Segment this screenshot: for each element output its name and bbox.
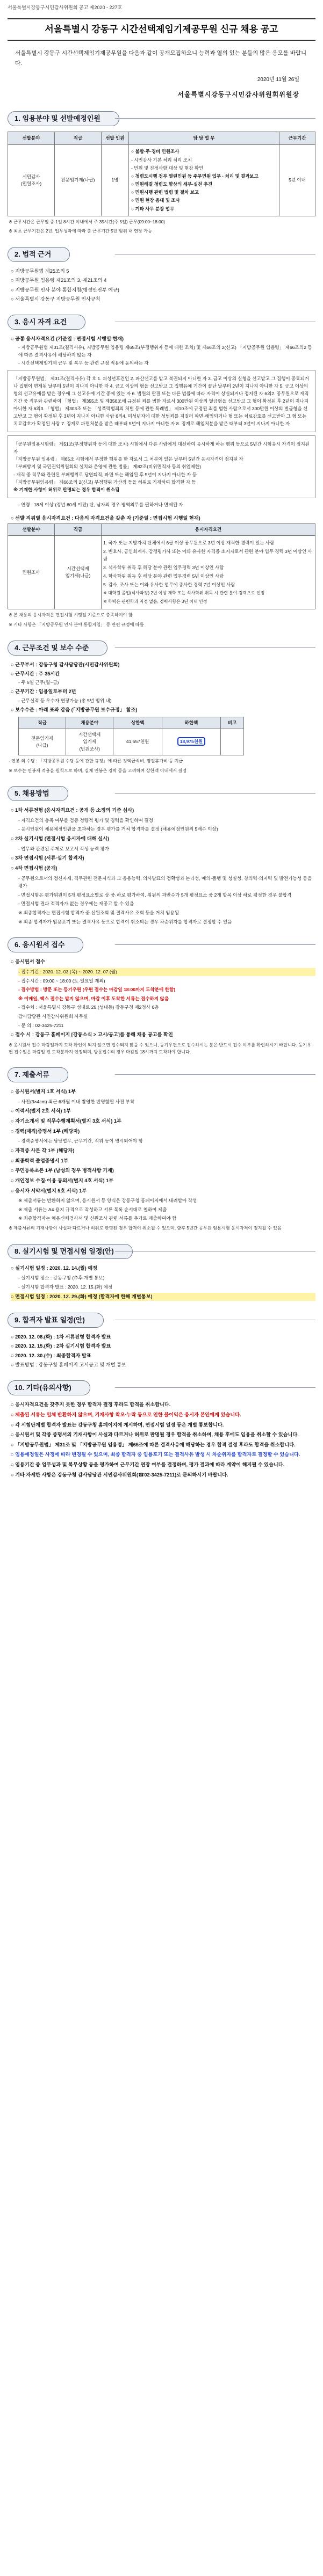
list-sub-item: - 자격요건의 충족 여부를 검증 정량적 평가 및 경력을 확인하여 결정 [18, 817, 153, 823]
list-item: ○ 2차 실기시험 (면접시험 응시자에 대해 실시) [11, 836, 109, 842]
requirements-table [8, 523, 315, 609]
recruit-field-table [8, 132, 315, 216]
condition-item: ○ 근무기간 : 임용일로부터 2년 [11, 689, 76, 695]
duty-item: - 시민감사 기본 처리 처리 조치 [131, 157, 192, 163]
section-1-heading [8, 111, 315, 126]
list-item: ○ 4차 면접시험 (공개) [11, 865, 58, 871]
list-sub-item: - 접수방법 : 방문 또는 등기우편 (우편 접수는 마감일 18:00까지 도착분에 한함) [18, 987, 176, 993]
section-title: 3. 응시 자격 요건 [8, 315, 85, 330]
list-sub-item: - 사진(3×4cm) 최근 6개월 이내 촬영한 반명함판 사진 부착 [18, 1098, 135, 1104]
list-sub-item: - 접수시간 : 09:00 ~ 18:00 (토·일요일 제외) [18, 978, 105, 984]
table-row [19, 729, 244, 755]
application-list [8, 958, 315, 1039]
table-header: 채용분야 [66, 717, 113, 729]
list-item: ○ 임용예정일은 사정에 따라 변경될 수 있으며, 최종 합격자 중 임용포기 또는 결격사유 발생 시 차순위자를 합격자로 결정할 수 있습니다. [11, 1452, 300, 1458]
list-sub-item: - 면접시험 결과 적격자가 없는 경우에는 재공고 할 수 있음 [18, 901, 134, 907]
section-title: 5. 채용방법 [8, 786, 68, 801]
duty-item: ○ 민원시행 관련 법령 및 절차 보고 [131, 190, 199, 195]
list-sub-item: 감사담당관 시민감사위원회 사무실 [18, 1013, 88, 1019]
section-title: 7. 제출서류 [8, 1067, 68, 1082]
note-text: - 연봉 외 수당 : 「지방공무원 수당 등에 관한 규정」에 따른 정액급식비, 명절휴가비 등 지급 [9, 758, 183, 763]
salary-upper-cell: 41,557천원 [113, 729, 162, 755]
duty-item: ○ 불합·주·경비 민원조사 [131, 149, 180, 155]
table-header: 직급 [55, 132, 102, 145]
grade-cell: 시간선택제 임기제(나급) [55, 536, 102, 609]
restriction-line: 「지방공무원임용령」 제66조의 2(신고) 부정행위 가산점 등을 허위로 기재하여 합격한 자 등 [13, 479, 196, 485]
grade-cell: 전문임기제(나급) [55, 145, 102, 216]
section-title: 6. 응시원서 접수 [8, 937, 83, 952]
list-sub-item: - 접수기간 : 2020. 12. 03.(목) ~ 2020. 12. 07.(월) [18, 968, 315, 976]
list-item: ○ 1차 서류전형 (응시자격요건 : 공개 등 소정의 기준 심사) [11, 807, 134, 813]
list-sub-item: ※ 최종합격자는 채용신체검사서 및 신원조사 관련 서류를 추가로 제출하여야 함 [18, 1216, 177, 1221]
req-table-title: ○ 선발 직위별 응시자격요건 : 다음의 자격요건을 갖춘 자 (기준일 : 면접시험 시행일 현재) [11, 515, 200, 521]
list-sub-item: - 경력증명서에는 담당업무, 근무기간, 직위 등이 명시되어야 함 [18, 1138, 143, 1144]
list-item: ○ 주민등록초본 1부 (남성의 경우 병적사항 기재) [11, 1168, 114, 1174]
table-header: 하한액 [162, 717, 220, 729]
section-5-heading [8, 786, 315, 801]
req-note: ※ 학력은 관련학과 지정 없음, 경력사항은 3년 이내 인정 [103, 599, 207, 604]
restriction-box [8, 435, 315, 498]
salary-lower-cell [162, 729, 220, 755]
list-item: ○ 응시자 서약서(별지 5호 서식) 1부 [11, 1188, 87, 1194]
list-item: ○ 임용기간 중 업무성과 및 복무상황 등을 평가하여 근무기간 연장 여부를 결정하며, 평가 결과에 따라 계약이 해지될 수 있습니다. [11, 1462, 285, 1468]
list-sub-item: - 응시인원이 채용예정인원을 초과하는 경우 평가를 거쳐 합격자를 결정 (채용예정인원의 5배수 이상) [18, 826, 218, 832]
req-item: 4. 학사학위 취득 후 해당 분야 관련 업무경력 5년 이상인 사람 [103, 573, 224, 579]
section-title: 8. 실기시험 및 면접시험 일정(안) [8, 1244, 133, 1259]
section-3-heading [8, 315, 315, 330]
condition-item: ○ 근무부서 : 강동구청 감사담당관(시민감사위원회) [11, 661, 120, 667]
list-sub-item: - 실기시험 합격자 발표 : 2020. 12. 15.(화) 예정 [18, 1284, 113, 1290]
common-req-item: - 시간선택제임기제 근무 및 복무 등 관련 규정 적용에 동의하는 자 [18, 360, 149, 366]
section-8-heading [8, 1244, 315, 1259]
common-req-item: - 지방공무원법 제31조(결격사유), 지방공무원 임용령 제65조(부정행위자 등에 대한 조치) 및 제66조의 2(신고) 「지방공무원 임용령」 제66조의2 등에 따른 결격사유에 해당하지 않는 자 [18, 345, 312, 358]
restriction-line: 「부패방지 및 국민권익위원회의 설치와 운영에 관한 법률」 제82조(비위면직자 등의 취업제한) [13, 464, 201, 470]
note-text: ※ 제출서류의 기재사항이 사실과 다르거나 허위로 판명된 경우 합격이 취소될 수 있으며, 향후 5년간 공무원 임용시험 응시자격이 정지될 수 있음 [9, 1226, 282, 1231]
legal-basis-item: ○ 지방공무원 임용령 제21조의 3, 제21조의 4 [11, 278, 107, 283]
list-sub-item: - 업무와 관련된 주제로 보고서 작성 능력 평가 [18, 846, 110, 852]
section-6-heading [8, 937, 315, 952]
list-sub-item: ※ 제출 서류는 A4 용지 규격으로 작성하고 서류 목록 순서대로 철하여 제출 [18, 1206, 167, 1212]
duty-item: ○ 청렴도시행 정부 열린민원 등 주무민원 업무 · 처리 및 결과보고 [131, 173, 259, 179]
table-header: 비고 [220, 717, 243, 729]
duty-item: ○ 기타 사무 분장 업무 [131, 206, 175, 212]
notice-organization: 서울특별시강동구시민감사위원회위원장 [177, 90, 299, 98]
notes-list [8, 1401, 315, 1479]
req-item: 2. 변호사, 공인회계사, 감정평가사 또는 이와 유사한 자격증 소지자로서 관련 분야 업무 경력 3년 이상인 사람 [103, 549, 312, 562]
section-title: 10. 기타(유의사항) [8, 1380, 90, 1395]
count-cell: 1명 [102, 145, 129, 216]
section-4-heading [8, 641, 315, 656]
section-title: 1. 임용분야 및 선발예정인원 [8, 111, 119, 126]
common-req-title: ○ 공통 응시자격요건 (기준일 : 면접시험 시행일 현재) [11, 336, 124, 342]
age-note: - 연령 : 18세 이상 (정년 60세 이전) 단, 남자의 경우 병역의무를 필하거나 면제된 자 [18, 501, 183, 507]
duty-item: ○ 민원 현장 응대 및 조사 [131, 198, 180, 203]
table-header: 응시자격요건 [102, 524, 315, 536]
list-item: ○ 제출된 서류는 일체 반환하지 않으며, 기재사항 착오·누락 등으로 인한 불이익은 응시자 본인에게 있습니다. [11, 1411, 241, 1417]
list-item: ○ 응시자격요건을 갖추지 못한 경우 합격자 결정 후라도 합격을 취소합니다. [11, 1402, 171, 1408]
documents-list [8, 1088, 315, 1222]
section-10-heading [8, 1380, 315, 1395]
field-cell: 민원조사 [8, 536, 55, 609]
note-text: ※ 보수는 연봉제 적용을 원칙으로 하며, 실제 연봉은 경력 등을 고려하여 상한액 이내에서 결정 [9, 768, 187, 773]
duty-item: ○ 민원해결 청렴도 향상의 세부·실천 추진 [131, 181, 213, 187]
list-sub-item: ※ 이메일, 팩스 접수는 받지 않으며, 마감 이후 도착한 서류는 접수하지 않음 [18, 995, 169, 1001]
legal-basis-item: ○ 지방공무원법 제25조의 5 [11, 268, 69, 274]
list-sub-item: - 공무원으로서의 정신자세, 직무관련 전문지식과 그 응용능력, 의사발표의 정확성과 논리성, 예의·품행 및 성실성, 창의력·의지력 및 발전가능성 등을 평가 [18, 875, 312, 889]
condition-item: ○ 보수수준 : 아래 표와 같음 (「지방공무원 보수규정」 참조) [11, 707, 138, 712]
disqualification-text: 「지방공무원법」 제31조(결격사유) 각 호 1. 피성년후견인 2. 파산선고를 받고 복권되지 아니한 자 3. 금고 이상의 실형을 선고받고 그 집행이 종료되거나 집행이 면제된 날부터 5년이 지나지 아니한 자 4. 금고 이상의 형을 선고받고 그 집행유예 기간이 끝난 날부터 2년이 지나지 아니한 자 5. 금고 이상의 형의 선고유예를 받은 경우에 그 선고유예 기간 중에 있는 자 6. 법원의 판결 또는 다른 법률에 따라 자격이 상실되거나 정지된 자 6의2. 공무원으로 재직기간 중 직무와 관련하여 「형법」 제355조 및 제356조에 규정된 죄를 범한 자로서 300만원 이상의 벌금형을 선고받고 그 형이 확정된 후 2년이 지나지 아니한 자 6의3. 「형법」 제303조 또는 「성폭력범죄의 처벌 등에 관한 특례법」 제10조에 규정된 죄를 범한 사람으로서 300만원 이상의 벌금형을 선고받고 그 형이 확정된 후 3년이 지나지 아니한 사람 6의4. 미성년자에 대한 성범죄를 저질러 파면·해임되거나 형 또는 치료감호를 선고받아 그 형 또는 치료감호가 확정된 사람 7. 징계로 파면처분을 받은 때부터 5년이 지나지 아니한 자 8. 징계로 해임처분을 받은 때부터 3년이 지나지 아니한 자 [13, 376, 309, 427]
list-item: ○ 접수 시 : 강동구 홈페이지 [강동소식 > 고시/공고]를 통해 채용 공고를 확인 [11, 1032, 173, 1038]
salary-cell: 전문임기제 (나급) [19, 729, 66, 755]
list-item: ○ 개인정보 수집·이용 동의서(별지 4호 서식) 1부 [11, 1177, 114, 1183]
legal-basis-item: ○ 지방공무원 인사 분야 통합지침(행정안전부 예규) [11, 287, 119, 293]
list-item: ○ 응시원서(별지 1호 서식) 1부 [11, 1089, 76, 1095]
list-item: ○ 실기시험 일정 : 2020. 12. 14.(월) 예정 [11, 1265, 98, 1271]
req-item: 1. 국가 또는 지방자치 단체에서 6급 이상 공무원으로 3년 이상 재직한 경력이 있는 사람 [103, 540, 275, 546]
restriction-line: 「지방공무원 임용령」 제65조 시험에서 부정한 행위를 한 자로서 그 처분이 있은 날부터 5년간 응시자격이 정지된 자 [13, 456, 243, 462]
table-header: 근무기간 [279, 132, 315, 145]
period-cell: 5년 이내 [279, 145, 315, 216]
condition-sub: - 주 5일 근무(월~금) [18, 680, 59, 685]
disqualification-box [8, 370, 315, 432]
note-text: ※ 본 채용의 응시자격은 면접시험 시행일 기준으로 충족하여야 함 [9, 613, 133, 618]
restriction-line: - 재직 중 직무와 관련된 부패행위로 당연퇴직, 파면 또는 해임된 후 5년이 지나지 아니한 자 등 [13, 471, 197, 477]
list-sub-item: ※ 제출서류는 반환하지 않으며, 응시원서 등 양식은 강동구청 홈페이지에서 내려받아 작성 [18, 1198, 197, 1204]
salary-lower-value: 18,975천원 [177, 737, 205, 746]
intro-text: 서울특별시 강동구 시간선택제임기제공무원을 다음과 같이 공개모집하오니 능력과 열의 있는 분들의 많은 응모를 바랍니다. [15, 50, 307, 67]
list-item: ○ 각 시험단계별 합격자 발표는 강동구청 홈페이지에 게시하며, 면접시험 일정 등은 개별 통보합니다. [11, 1422, 224, 1428]
announce-item: ○ 발표방법 : 강동구청 홈페이지 고시공고 및 개별 통보 [11, 1362, 126, 1367]
list-sub-item: - 실기시험 장소 : 강동구청 (추후 개별 통보) [18, 1275, 105, 1281]
list-item: ○ 3차 면접시험 (서류·실기 합격자) [11, 855, 84, 861]
condition-item: ○ 근무시간 : 주 35시간 [11, 671, 60, 676]
list-item: ○ 자격증 사본 각 1부 (해당자) [11, 1148, 75, 1153]
req-item: 3. 석사학위 취득 후 해당 분야 관련 업무경력 3년 이상인 사람 [103, 564, 224, 570]
list-item: ○ 이력서(별지 2호 서식) 1부 [11, 1108, 71, 1114]
table-header: 선발분야 [8, 524, 55, 536]
table-header: 선발분야 [8, 132, 55, 145]
table-row [8, 536, 315, 609]
table-header: 상한액 [113, 717, 162, 729]
list-sub-item: - 면접시험은 평가위원이 5개 평정요소별로 상·중·하로 평가하여, 위원의 과반수가 5개 평정요소 중 2개 항목 이상 하로 평정한 경우 불합격 [18, 892, 292, 898]
req-item: 5. 감사, 조사 또는 이와 유사한 업무에 종사한 경력 7년 이상인 사람 [103, 582, 235, 588]
list-sub-item: ※ 최종합격자는 면접시험 합격자 중 신원조회 및 결격사유 조회 등을 거쳐 임용됨 [18, 910, 180, 916]
restriction-line: 「공무원임용시험령」 제51조(부정행위자 등에 대한 조치) 시험에서 다른 사람에게 대신하여 응시하게 하는 행위 등으로 5년간 시험응시 자격이 정지된 자 [13, 441, 310, 455]
section-title: 2. 법적 근거 [8, 247, 70, 262]
section-2-heading [8, 247, 315, 262]
legal-basis-item: ○ 서울특별시 강동구 지방공무원 인사규칙 [11, 296, 101, 302]
list-sub-item: - 문 의 : 02-3425-7211 [18, 1022, 64, 1028]
note-text: ※ 기타 사항은 「지방공무원 인사 분야 통합지침」 등 관련 규정에 따름 [9, 622, 144, 627]
table-header: 선발 인원 [102, 132, 129, 145]
method-list [8, 806, 315, 926]
note-text: ※ 최초 근무기간은 2년, 업무성과에 따라 총 근무기간 5년 범위 내 연장 가능 [9, 229, 152, 234]
section-7-heading [8, 1067, 315, 1082]
exam-schedule-list [8, 1264, 315, 1301]
list-item: ○ 「지방공무원법」 제31조 및 「지방공무원 임용령」 제65조에 따른 결격사유에 해당하는 경우 합격 결정 후라도 합격을 취소합니다. [11, 1442, 296, 1447]
note-text: ※ 응시원서 접수 마감일까지 도착 확인이 되지 않으면 접수되지 않을 수 있으니, 등기우편으로 접수하시는 분은 반드시 접수 여부를 확인하시기 바랍니다. 등기우편 접수일은 마감일 전 도착분까지 인정되며, 방문접수의 경우 마감일 18시까지 도착해야 합니다. [9, 1042, 312, 1054]
list-item: ○ 기타 자세한 사항은 강동구청 감사담당관 시민감사위원회(☎02-3425-7211)로 문의하시기 바랍니다. [11, 1472, 228, 1478]
note-text: ※ 근무시간은 근무일 중 1일 8시간 이내에서 주 35시간(주 5일) 근무(09:00~18:00) [9, 219, 165, 224]
list-item: ○ 면접시험 일정 : 2020. 12. 29.(화) 예정 (합격자에 한해 개별통보) [11, 1293, 315, 1301]
table-header: 담 당 업 무 [129, 132, 279, 145]
req-note: ※ 대학원 졸업(석사과정) 2년 이상 재학 또는 석사학위 취득 시 관련 분야 경력으로 인정 [103, 591, 265, 596]
req-list-cell [102, 536, 315, 609]
list-item: ○ 경력(재직)증명서 1부 (해당자) [11, 1128, 80, 1134]
duties-cell [129, 145, 279, 216]
notice-number: 서울특별시강동구시민감사위원회 공고 제2020 - 227호 [8, 5, 123, 10]
page-title: 서울특별시 강동구 시간선택제임기제공무원 신규 채용 공고 [8, 18, 315, 41]
table-row [8, 145, 315, 216]
list-item: ○ 응시원서 및 각종 증명서의 기재사항이 사실과 다르거나 허위로 판명될 경우 합격을 취소하며, 채용 후에도 임용을 취소할 수 있습니다. [11, 1432, 299, 1438]
table-header: 직급 [19, 717, 66, 729]
condition-sub: - 근무실적 등 우수자 연장가능 (총 5년 범위 내) [18, 697, 112, 703]
notice-date: 2020년 11월 26일 [257, 77, 299, 83]
salary-cell [220, 729, 243, 755]
section-9-heading [8, 1313, 315, 1328]
announce-item: ○ 2020. 12. 30.(수) : 최종합격자 발표 [11, 1352, 91, 1358]
list-item: ○ 응시원서 접수 [11, 959, 45, 965]
salary-table [18, 717, 244, 755]
section-title: 9. 합격자 발표 일정(안) [8, 1313, 104, 1328]
list-sub-item: - 접수처 : 서울특별시 강동구 성내로 25 (성내동) 강동구청 제2청사 6층 [18, 1005, 159, 1010]
announce-item: ○ 2020. 12. 15.(화) : 2차 실기시험 합격자 발표 [11, 1343, 111, 1349]
restriction-line: ※ 기재한 사항이 허위로 판명되는 경우 합격이 취소됨 [13, 486, 120, 492]
list-sub-item: ※ 최종 합격자가 임용포기 또는 결격사유 등으로 합격이 취소되는 경우 차순위자를 합격자로 결정할 수 있음 [18, 919, 232, 925]
list-item: ○ 최종학력 졸업증명서 1부 [11, 1158, 69, 1163]
announce-item: ○ 2020. 12. 08.(화) : 1차 서류전형 합격자 발표 [11, 1334, 111, 1340]
list-item: ○ 자기소개서 및 직무수행계획서(별지 3호 서식) 1부 [11, 1118, 121, 1124]
table-header: 직급 [55, 524, 102, 536]
duty-item: - 민원 및 진정사항 대상 및 현장 확인 [131, 165, 204, 171]
salary-cell: 시간선택제 임기제 (민원조사) [66, 729, 113, 755]
field-cell: 시민감사 (민원조사) [8, 145, 55, 216]
section-title: 4. 근무조건 및 보수 수준 [8, 641, 107, 656]
